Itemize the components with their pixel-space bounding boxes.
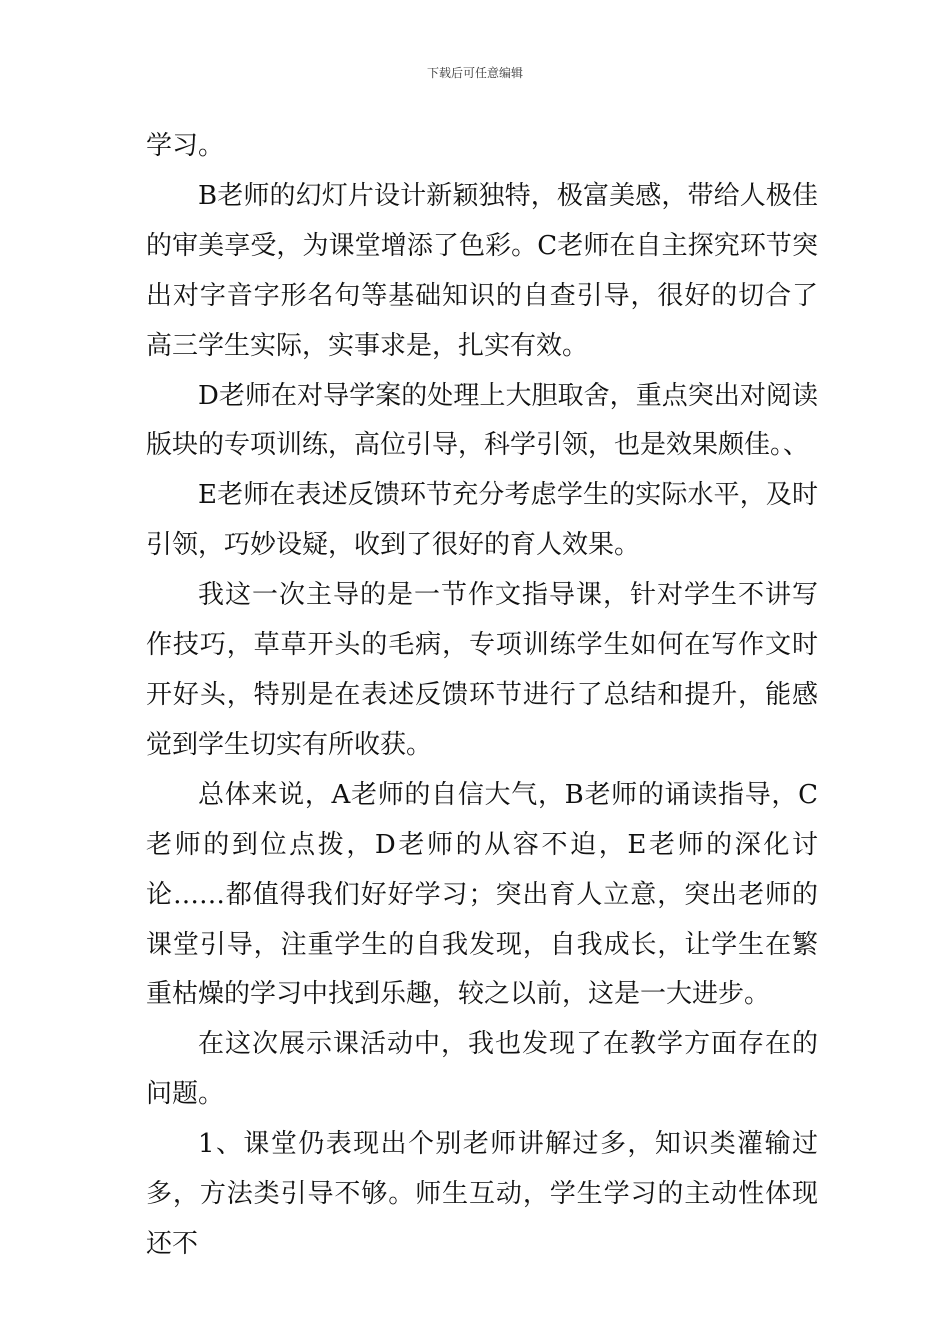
paragraph-8: 1、课堂仍表现出个别老师讲解过多，知识类灌输过多，方法类引导不够。师生互动，学生学习的主动性体现还不 [146,1129,818,1259]
paragraph-2: B老师的幻灯片设计新颖独特，极富美感，带给人极佳的审美享受，为课堂增添了色彩。C老师在自主探究环节突出对字音字形名句等基础知识的自查引导，很好的切合了高三学生实际，实事求是，扎实有效。 [146,180,818,361]
paragraph-1: 学习。 [146,131,225,161]
paragraph-4: E老师在表述反馈环节充分考虑学生的实际水平，及时引领，巧妙设疑，收到了很好的育人效果。 [146,480,818,561]
page-header: 下载后可任意编辑 [426,66,523,80]
paragraph-6: 总体来说，A老师的自信大气，B老师的诵读指导，C老师的到位点拨，D老师的从容不迫，E老师的深化讨论……都值得我们好好学习；突出育人立意，突出老师的课堂引导，注重学生的自我发现，自我成长，让学生在繁重枯燥的学习中找到乐趣，较之以前，这是一大进步。 [146,779,818,1010]
paragraph-7: 在这次展示课活动中，我也发现了在教学方面存在的问题。 [146,1029,818,1110]
paragraph-5: 我这一次主导的是一节作文指导课，针对学生不讲写作技巧，草草开头的毛病，专项训练学生如何在写作文时开好头，特别是在表述反馈环节进行了总结和提升，能感觉到学生切实有所收获。 [146,580,818,760]
paragraph-3: D老师在对导学案的处理上大胆取舍，重点突出对阅读版块的专项训练，高位引导，科学引领，也是效果颇佳。、 [146,380,818,461]
document-body [146,122,818,1270]
